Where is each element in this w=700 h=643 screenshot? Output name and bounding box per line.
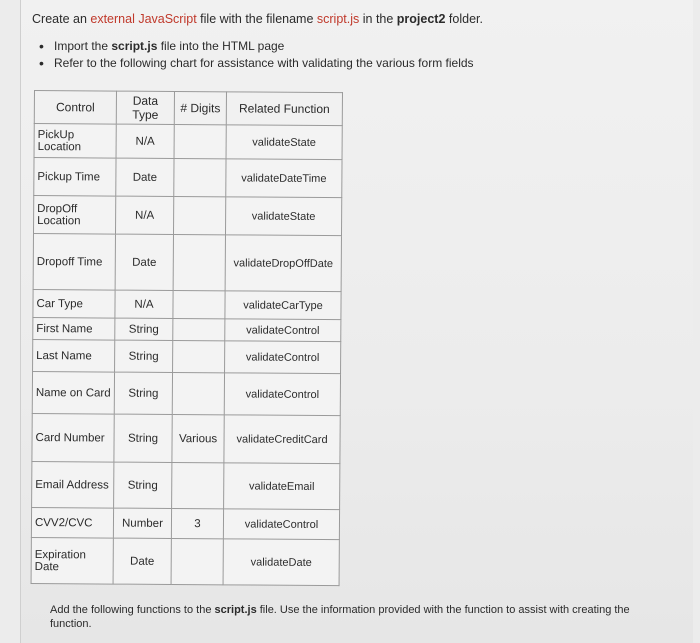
cell-digits	[174, 124, 226, 158]
intro-external: external JavaScript	[90, 12, 197, 26]
table-row	[33, 317, 341, 341]
cell-data-type: N/A	[115, 290, 173, 318]
header-digits: # Digits	[174, 91, 226, 124]
cell-function: validateCreditCard	[224, 415, 340, 464]
cell-digits	[172, 372, 224, 414]
cell-function: validateControl	[225, 341, 341, 374]
intro-folder: project2	[396, 12, 446, 26]
cell-digits: Various	[172, 414, 224, 462]
cell-function: validateDateTime	[226, 159, 342, 198]
cell-function: validateControl	[223, 509, 339, 540]
cell-control: First Name	[33, 317, 115, 340]
cell-digits	[173, 234, 225, 290]
table-row	[32, 371, 340, 415]
cell-control: Email Address	[32, 461, 114, 508]
table-row	[33, 196, 341, 236]
table-row	[31, 507, 339, 539]
cell-control: Last Name	[33, 339, 115, 372]
cell-data-type: String	[114, 462, 172, 508]
cell-data-type: String	[115, 340, 173, 372]
cell-data-type: Number	[113, 508, 171, 538]
cell-data-type: Date	[116, 158, 174, 196]
intro-suffix: folder.	[445, 12, 483, 26]
table-row	[32, 413, 340, 463]
cell-function: validateControl	[224, 373, 340, 416]
footer-bold: script.js	[214, 604, 257, 616]
table-header-row	[34, 91, 342, 126]
cell-control: Name on Card	[32, 371, 114, 414]
cell-function: validateState	[225, 197, 341, 236]
instruction-text: Refer to the following chart for assistance with validating the various form fields	[54, 56, 474, 70]
cell-digits: 3	[171, 508, 223, 538]
instruction-item	[36, 55, 474, 72]
footer-text	[50, 603, 650, 631]
cell-control: Dropoff Time	[33, 234, 115, 291]
table-row	[34, 158, 342, 198]
cell-data-type: N/A	[116, 124, 174, 158]
cell-digits	[173, 196, 225, 234]
table-row	[32, 461, 340, 509]
cell-control: Pickup Time	[34, 158, 116, 197]
cell-data-type: String	[114, 414, 172, 462]
cell-control: Card Number	[32, 413, 114, 462]
cell-function: validateControl	[225, 319, 341, 342]
intro-filename: script.js	[316, 12, 360, 26]
instruction-item	[36, 38, 474, 55]
cell-data-type: Date	[113, 538, 171, 584]
cell-function: validateDropOffDate	[225, 235, 341, 292]
intro-mid: file with the filename	[196, 12, 317, 26]
cell-function: validateState	[226, 125, 342, 160]
footer-post: file. Use the information provided with the function to assist with creating the function.	[50, 604, 630, 630]
footer-pre: Add the following functions to the	[50, 604, 215, 616]
cell-digits	[173, 290, 225, 318]
cell-function: validateCarType	[225, 291, 341, 320]
table-row	[34, 124, 342, 160]
table-row	[33, 289, 341, 319]
cell-digits	[174, 158, 226, 196]
cell-data-type: Date	[115, 234, 173, 290]
instruction-bold: script.js	[111, 39, 158, 53]
intro-prefix: Create an	[32, 12, 91, 26]
cell-data-type: String	[115, 318, 173, 340]
table-row	[33, 339, 341, 373]
cell-control: Expiration Date	[31, 537, 113, 584]
cell-control: DropOff Location	[33, 196, 115, 235]
cell-function: validateEmail	[224, 463, 340, 510]
cell-digits	[172, 462, 224, 508]
cell-control: PickUp Location	[34, 124, 116, 159]
header-related-function: Related Function	[226, 92, 342, 126]
cell-data-type: String	[114, 372, 172, 414]
cell-function: validateDate	[223, 539, 339, 586]
cell-digits	[173, 318, 225, 340]
header-control: Control	[34, 91, 116, 125]
cell-digits	[171, 538, 223, 584]
header-data-type: Data Type	[116, 91, 174, 124]
validation-chart	[31, 90, 342, 582]
validation-table	[31, 90, 343, 586]
cell-digits	[173, 340, 225, 372]
intro-mid2: in the	[359, 12, 397, 26]
cell-control: CVV2/CVC	[31, 507, 113, 538]
table-row	[31, 537, 339, 585]
instruction-text: file into the HTML page	[157, 39, 285, 53]
instruction-list	[36, 38, 474, 72]
cell-data-type: N/A	[115, 196, 173, 234]
cell-control: Car Type	[33, 289, 115, 318]
instruction-text: Import the	[54, 39, 112, 53]
intro-text	[32, 12, 483, 26]
table-row	[33, 234, 341, 292]
